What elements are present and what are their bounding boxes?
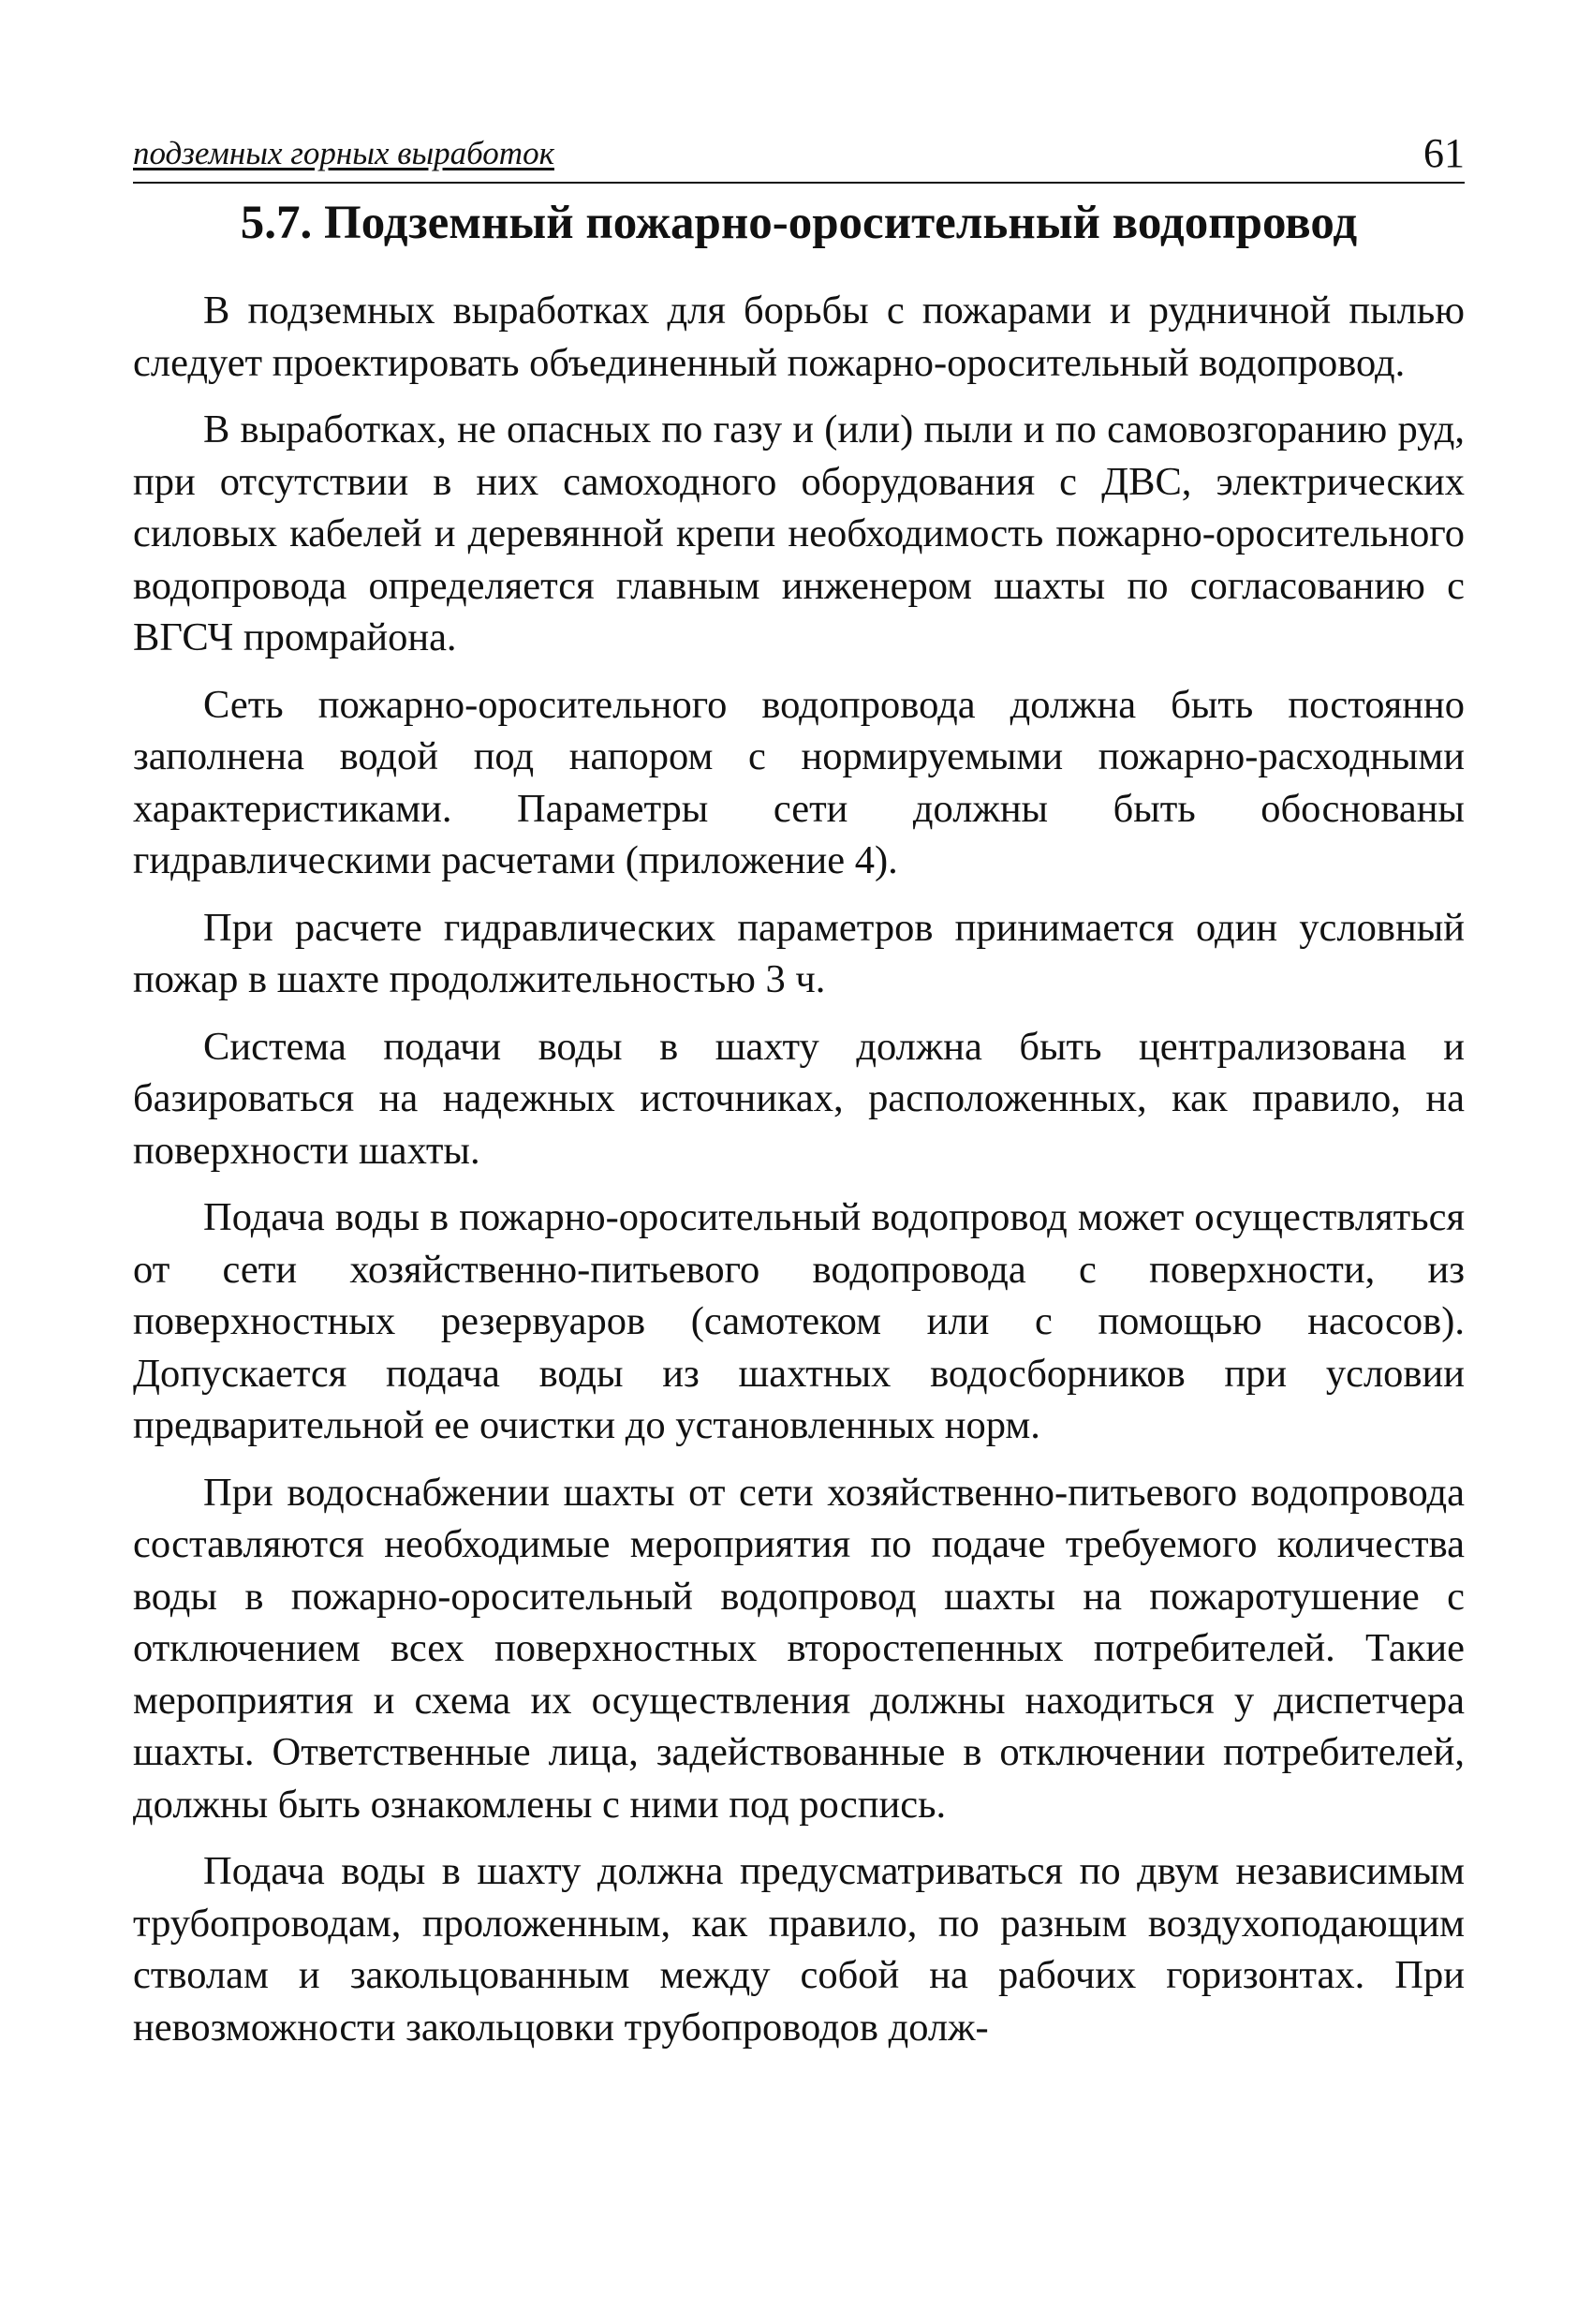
section-title: 5.7. Подземный пожарно-оросительный водопровод — [240, 197, 1358, 249]
paragraph-5: Система подачи воды в шахту должна быть централизована и базироваться на надежных источниках, расположенных, как правило, на поверхности шахты. — [133, 1024, 1465, 1173]
paragraph-6: Подача воды в пожарно-оросительный водопровод может осуществляться от сети хозяйственно-питьевого водопровода с поверхности, из поверхностных резервуаров (самотеком или с помощью насосов). Допускается подача воды из шахтных водосборников при условии предварительной ее очистки до установленных норм. — [133, 1195, 1465, 1447]
running-header — [133, 131, 1465, 184]
running-title: подземных горных выработок — [133, 135, 554, 171]
paragraph-8: Подача воды в шахту должна предусматриваться по двум независимым трубопроводам, проложенным, как правило, по разным воздухоподающим стволам и закольцованным между собой на рабочих горизонтах. При невозможности закольцовки трубопроводов долж- — [133, 1849, 1465, 2050]
paragraph-1: В подземных выработках для борьбы с пожарами и рудничной пылью следует проектировать объединенный пожарно-оросительный водопровод. — [133, 289, 1465, 385]
document-page — [133, 131, 1465, 2053]
paragraph-3: Сеть пожарно-оросительного водопровода должна быть постоянно заполнена водой под напором с нормируемыми пожарно-расходными характеристиками. Параметры сети должны быть обоснованы гидравлическими расчетами (приложение 4). — [133, 682, 1465, 882]
paragraph-7: При водоснабжении шахты от сети хозяйственно-питьевого водопровода составляются необходимые мероприятия по подаче требуемого количества воды в пожарно-оросительный водопровод шахты на пожаротушение с отключением всех поверхностных второстепенных потребителей. Такие мероприятия и схема их осуществления должны находиться у диспетчера шахты. Ответственные лица, задействованные в отключении потребителей, должны быть ознакомлены с ними под роспись. — [133, 1470, 1465, 1827]
page-number: 61 — [1423, 130, 1465, 176]
paragraph-2: В выработках, не опасных по газу и (или) пыли и по самовозгоранию руд, при отсутствии в них самоходного оборудования с ДВС, электрических силовых кабелей и деревянной крепи необходимость пожарно-оросительного водопровода определяется главным инженером шахты по согласованию с ВГСЧ промрайона. — [133, 407, 1465, 659]
paragraph-4: При расчете гидравлических параметров принимается один условный пожар в шахте продолжительностью 3 ч. — [133, 905, 1465, 1001]
body-text — [133, 285, 1465, 2053]
